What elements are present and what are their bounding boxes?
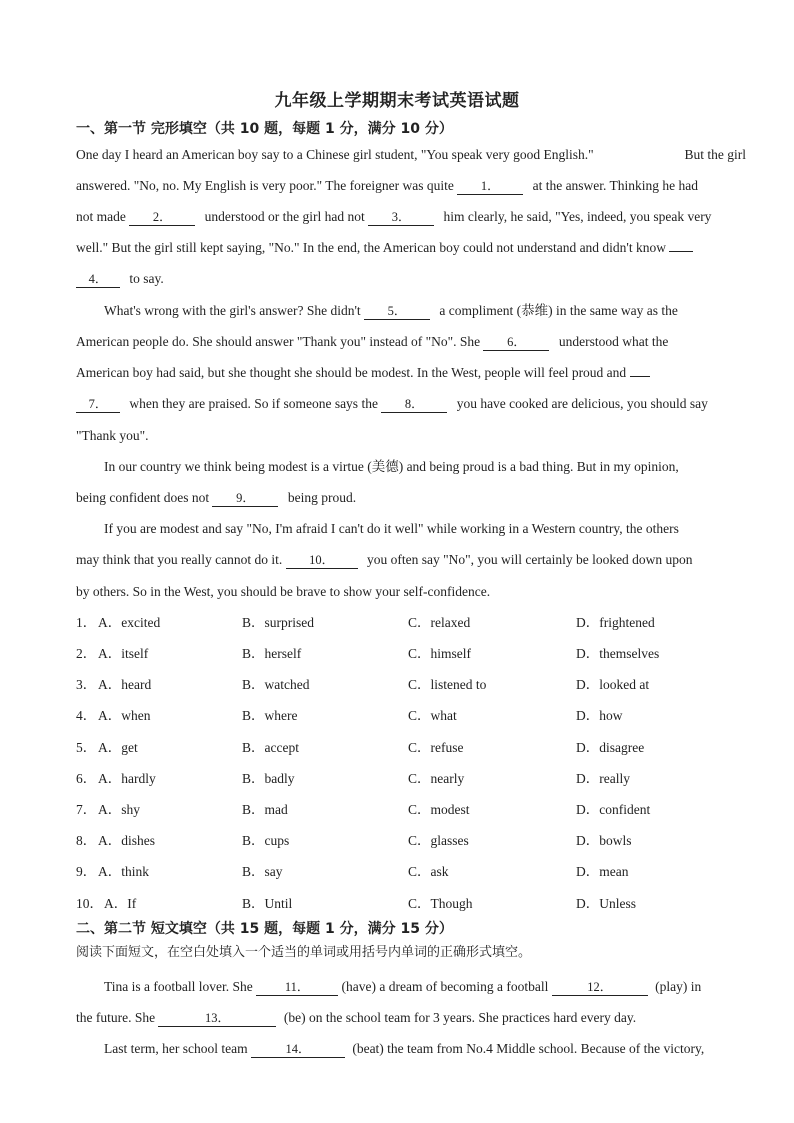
- option-c[interactable]: C．nearly: [408, 771, 465, 786]
- option-a[interactable]: A．dishes: [98, 833, 155, 848]
- option-c[interactable]: C．listened to: [408, 677, 487, 692]
- option-a[interactable]: A．heard: [98, 677, 152, 692]
- option-row: [76, 895, 756, 913]
- option-d[interactable]: D．frightened: [576, 615, 655, 630]
- text-span: well." But the girl still kept saying, "No." In the end, the American boy could not understand and didn't know: [76, 240, 666, 255]
- option-d[interactable]: D．mean: [576, 864, 629, 879]
- text-span: answered. "No, no. My English is very poor." The foreigner was quite: [76, 178, 454, 193]
- text-span: being confident does not: [76, 490, 210, 505]
- option-c[interactable]: C．modest: [408, 802, 470, 817]
- option-row: [76, 707, 756, 725]
- option-d[interactable]: D．looked at: [576, 677, 650, 692]
- option-b[interactable]: B．herself: [242, 646, 302, 661]
- passage-line: [76, 177, 746, 195]
- blank-7-start: [630, 376, 650, 377]
- passage-line: [76, 208, 746, 226]
- text-span: Tina is a football lover. She: [104, 979, 253, 994]
- option-row: [76, 645, 756, 663]
- passage-line: [76, 239, 746, 257]
- question-number: 7．: [76, 802, 97, 817]
- text-span: the future. She: [76, 1010, 156, 1025]
- blank-11[interactable]: 11．: [256, 980, 338, 996]
- passage-line: [76, 978, 746, 996]
- passage-line: If you are modest and say "No, I'm afraid I can't do it well" while working in a Western country, the others: [104, 521, 679, 536]
- option-c[interactable]: C．refuse: [408, 740, 464, 755]
- option-c[interactable]: C．relaxed: [408, 615, 471, 630]
- text-span: understood or the girl had not: [204, 209, 365, 224]
- option-d[interactable]: D．bowls: [576, 833, 632, 848]
- option-c[interactable]: C．himself: [408, 646, 471, 661]
- option-row: [76, 739, 756, 757]
- option-a[interactable]: A．excited: [98, 615, 161, 630]
- blank-4[interactable]: 4．: [76, 272, 120, 288]
- option-d[interactable]: D．disagree: [576, 740, 645, 755]
- option-a[interactable]: A．get: [98, 740, 138, 755]
- option-d[interactable]: D．really: [576, 771, 630, 786]
- blank-13[interactable]: 13．: [158, 1011, 276, 1027]
- section2-heading: 二、第二节 短文填空（共 15 题，每题 1 分，满分 15 分）: [76, 921, 453, 937]
- text-span: to say.: [129, 271, 164, 286]
- passage-line: [76, 551, 746, 569]
- option-d[interactable]: D．Unless: [576, 896, 636, 911]
- passage-line: [76, 146, 746, 164]
- option-d[interactable]: D．how: [576, 708, 623, 723]
- option-row: [76, 614, 756, 632]
- blank-1[interactable]: 1．: [457, 179, 523, 195]
- blank-12[interactable]: 12．: [552, 980, 648, 996]
- text-span: you often say "No", you will certainly be looked down upon: [366, 552, 693, 567]
- text-span: not made: [76, 209, 126, 224]
- text-span: (play) in: [655, 979, 702, 994]
- passage-line: [76, 364, 746, 382]
- blank-9[interactable]: 9．: [212, 491, 278, 507]
- option-a[interactable]: A．If: [104, 896, 137, 911]
- text-span: may think that you really cannot do it.: [76, 552, 283, 567]
- text-span: American people do. She should answer "Thank you" instead of "No". She: [76, 334, 481, 349]
- section2-instruction: 阅读下面短文，在空白处填入一个适当的单词或用括号内单词的正确形式填空。: [76, 945, 532, 960]
- option-c[interactable]: C．ask: [408, 864, 449, 879]
- passage-line: [76, 333, 746, 351]
- text-span: you have cooked are delicious, you should say: [456, 396, 708, 411]
- option-b[interactable]: B．where: [242, 708, 298, 723]
- option-a[interactable]: A．think: [98, 864, 150, 879]
- text-span: One day I heard an American boy say to a Chinese girl student, "You speak very good English.": [76, 147, 594, 162]
- question-number: 3．: [76, 677, 97, 692]
- text-span: (beat) the team from No.4 Middle school. Because of the victory,: [352, 1041, 705, 1056]
- passage-line: [76, 1040, 746, 1058]
- section1-heading: 一、第一节 完形填空（共 10 题，每题 1 分，满分 10 分）: [76, 121, 453, 137]
- option-b[interactable]: B．Until: [242, 896, 293, 911]
- option-b[interactable]: B．mad: [242, 802, 288, 817]
- blank-2[interactable]: 2．: [129, 210, 195, 226]
- question-number: 6．: [76, 771, 97, 786]
- blank-6[interactable]: 6．: [483, 335, 549, 351]
- option-b[interactable]: B．say: [242, 864, 283, 879]
- option-a[interactable]: A．itself: [98, 646, 149, 661]
- option-a[interactable]: A．hardly: [98, 771, 156, 786]
- passage-line: by others. So in the West, you should be brave to show your self-confidence.: [76, 584, 491, 599]
- question-number: 2．: [76, 646, 97, 661]
- passage-line: [76, 489, 746, 507]
- page-title: 九年级上学期期末考试英语试题: [274, 91, 520, 111]
- option-b[interactable]: B．surprised: [242, 615, 314, 630]
- text-span: being proud.: [287, 490, 357, 505]
- blank-7[interactable]: 7．: [76, 397, 120, 413]
- text-span: understood what the: [558, 334, 669, 349]
- option-b[interactable]: B．cups: [242, 833, 290, 848]
- option-row: [76, 863, 756, 881]
- passage-line: [76, 270, 746, 288]
- question-number: 10．: [76, 896, 103, 911]
- blank-14[interactable]: 14．: [251, 1042, 345, 1058]
- option-b[interactable]: B．watched: [242, 677, 310, 692]
- blank-4-start: [669, 251, 693, 252]
- question-number: 9．: [76, 864, 97, 879]
- question-number: 1．: [76, 615, 97, 630]
- passage-line: [76, 395, 746, 413]
- option-a[interactable]: A．shy: [98, 802, 141, 817]
- text-span: him clearly, he said, "Yes, indeed, you speak very: [443, 209, 712, 224]
- option-b[interactable]: B．accept: [242, 740, 299, 755]
- text-span: (have) a dream of becoming a football: [341, 979, 549, 994]
- blank-10[interactable]: 10．: [286, 553, 358, 569]
- option-d[interactable]: D．themselves: [576, 646, 660, 661]
- text-span: American boy had said, but she thought she should be modest. In the West, people will feel proud and: [76, 365, 627, 380]
- option-d[interactable]: D．confident: [576, 802, 651, 817]
- option-b[interactable]: B．badly: [242, 771, 295, 786]
- passage-line: In our country we think being modest is a virtue (美德) and being proud is a bad thing. But in my opinion,: [104, 459, 679, 474]
- question-number: 4．: [76, 708, 97, 723]
- option-row: [76, 676, 756, 694]
- question-number: 8．: [76, 833, 97, 848]
- option-c[interactable]: C．glasses: [408, 833, 469, 848]
- option-row: [76, 770, 756, 788]
- blank-5[interactable]: 5．: [364, 304, 430, 320]
- option-a[interactable]: A．when: [98, 708, 151, 723]
- passage-line: "Thank you".: [76, 428, 149, 443]
- text-span: Last term, her school team: [104, 1041, 248, 1056]
- passage-line: [76, 1009, 746, 1027]
- option-c[interactable]: C．what: [408, 708, 457, 723]
- option-row: [76, 832, 756, 850]
- text-span: when they are praised. So if someone says the: [129, 396, 378, 411]
- text-span: (be) on the school team for 3 years. She practices hard every day.: [283, 1010, 637, 1025]
- text-span: a compliment (恭维) in the same way as the: [439, 303, 678, 318]
- passage-line: [76, 302, 746, 320]
- text-span: What's wrong with the girl's answer? She didn't: [104, 303, 361, 318]
- option-c[interactable]: C．Though: [408, 896, 473, 911]
- blank-3[interactable]: 3．: [368, 210, 434, 226]
- text-span: But the girl: [684, 147, 746, 162]
- text-span: at the answer. Thinking he had: [532, 178, 699, 193]
- question-number: 5．: [76, 740, 97, 755]
- blank-8[interactable]: 8．: [381, 397, 447, 413]
- option-row: [76, 801, 756, 819]
